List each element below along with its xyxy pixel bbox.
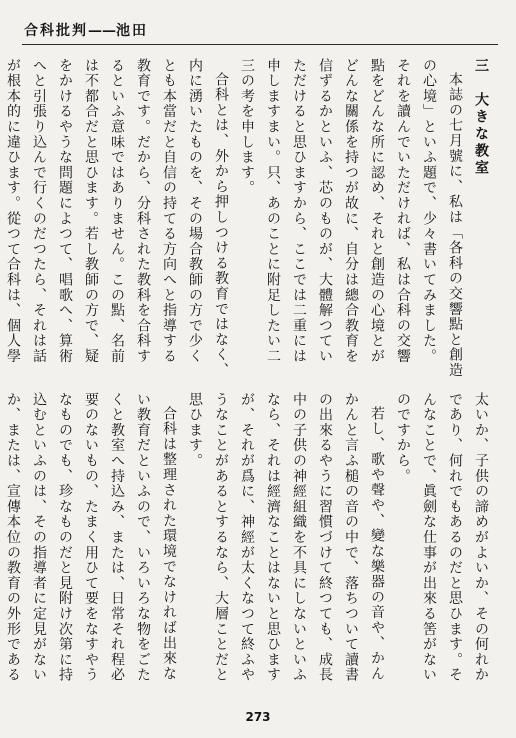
running-header xyxy=(24,20,148,40)
section-number: 三 xyxy=(473,58,489,75)
paragraph: 太いか、子供の諦めがよいか、その何れかであり、何れでもあるのだと思ひます。そんなことで、眞劍な仕事が出來る筈がないのですから。 xyxy=(395,392,489,683)
paragraph: 合科は整理された環境でなければ出來ない教育だといふので、いろいろな物をごたくと教室へ持込み、または、日常それ程必要のないもの、たまく用ひて要をなすやうなものでも、珍なものだと見附け次第に持込むといふのは、その指導者に定見がないか、または、宣傳本位の教育の外形である xyxy=(5,392,177,683)
paragraph: 本誌の七月號に、私は「各科の交響點と創造の心境」といふ題で、少々書いてみました。それを讀んでいただければ、私は合科の交響點をどんな所に認め、それと創造の心境とがどんな關係を持つが故に、自分は總合教育を信ずるかといふ、芯のものが、大體解つていただけると思ひますから、ここでは二重には申しますまい。只、あのことに附足したい二三の考を申します。 xyxy=(239,58,463,378)
lower-text-block xyxy=(5,392,494,692)
section-title: 大きな教室 xyxy=(473,92,489,177)
section-heading xyxy=(468,58,494,378)
running-header-author: 池田 xyxy=(116,23,148,39)
upper-text-block xyxy=(5,58,494,378)
paragraph: 若し、歌や聲や、變な樂器の音や、かんかんと言ふ槌の音の中で、落ちついて讀書の出來るやうに習慣づけて終つても、成長中の子供の神經組織を不具にしないといふなら、それは經濟なことはないと思ひますが、それが爲に、神經が太くなつて終ふやうなことがあるとするなら、大層ことだと思ひます。 xyxy=(187,392,385,683)
page-number: 273 xyxy=(245,710,271,724)
header-rule xyxy=(22,44,498,45)
paragraph: 合科とは、外から押しつける教育ではなく、内に湧いたものを、その場合教師の方で少くとも本當だと自信の持てる方向へと指導する教育です。だから、分科された教科を合科するといふ意味ではありません。この點、名前は不都合だと思ひます。若し教師の方で、疑をかけるやうな問題によつて、唱歌へ、算術へと引張り込んで行くのだつたら、それは話が根本的に違ひます。從つて合科は、個人學 xyxy=(5,58,229,378)
running-header-title: 合科批判 xyxy=(24,23,88,39)
running-header-dash: —— xyxy=(88,23,116,39)
